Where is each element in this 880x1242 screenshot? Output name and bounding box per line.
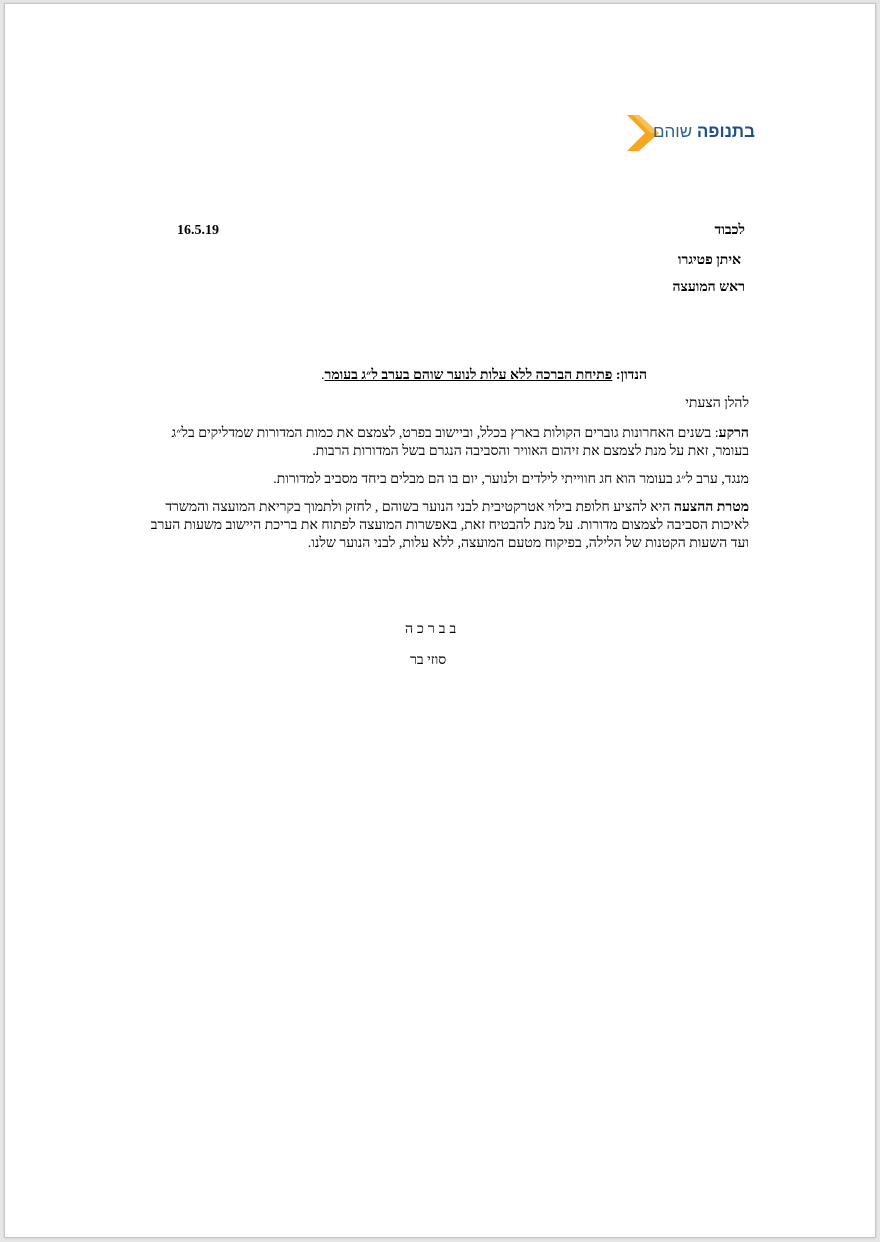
subject-label: הנדון:: [615, 368, 647, 383]
background-paragraph: [135, 425, 749, 461]
to-label: לכבוד: [714, 223, 745, 238]
goal-paragraph: [135, 499, 749, 553]
subject-line: [321, 367, 647, 385]
closing-text: בברכה: [405, 622, 461, 637]
goal-label: מטרת ההצעה: [673, 500, 749, 515]
document-page: [4, 3, 876, 1238]
intro-paragraph: להלן הצעתי: [685, 396, 749, 411]
logo-word-light: שוהם: [653, 122, 693, 141]
letter-date: 16.5.19: [177, 223, 219, 238]
subject-text: פתיחת הברכה ללא עלות לנוער שוהם בערב ל״ג בעומר: [324, 368, 613, 383]
subject-end: .: [320, 368, 325, 383]
background-text: : בשנים האחרונות גוברים הקולות בארץ בכלל, וביישוב בפרט, לצמצם את כמות המדורות שמדליקים בל״ג בעומר, זאת על מנת לצמצם את זיהום האוויר והסביבה הנגרם בשל המדורות הרבות.: [171, 426, 749, 459]
recipient-name: איתן פטיגרו: [677, 253, 741, 268]
logo-word-bold: בתנופה: [696, 122, 755, 141]
shoham-logo: [625, 112, 755, 154]
signer-name: סוזי בר: [410, 653, 447, 668]
recipient-title: ראש המועצה: [672, 280, 745, 295]
contrast-paragraph: מנגד, ערב ל״ג בעומר הוא חג חווייתי לילדים ולנוער, יום בו הם מבלים ביחד מסביב למדורות.: [273, 472, 749, 487]
goal-text: היא להציע חלופת בילוי אטרקטיבית לבני הנוער בשוהם , לחזק ולתמוך בקריאת המועצה והמשרד לאיכות הסביבה לצמצום מדורות. על מנת להבטיח זאת, באפשרות המועצה לפתוח את בריכת היישוב משעות הערב ועד השעות הקטנות של הלילה, בפיקוח מטעם המועצה, ללא עלות, לבני הנוער שלנו.: [150, 500, 749, 551]
background-label: הרקע: [718, 426, 749, 441]
logo-text: [653, 122, 755, 142]
